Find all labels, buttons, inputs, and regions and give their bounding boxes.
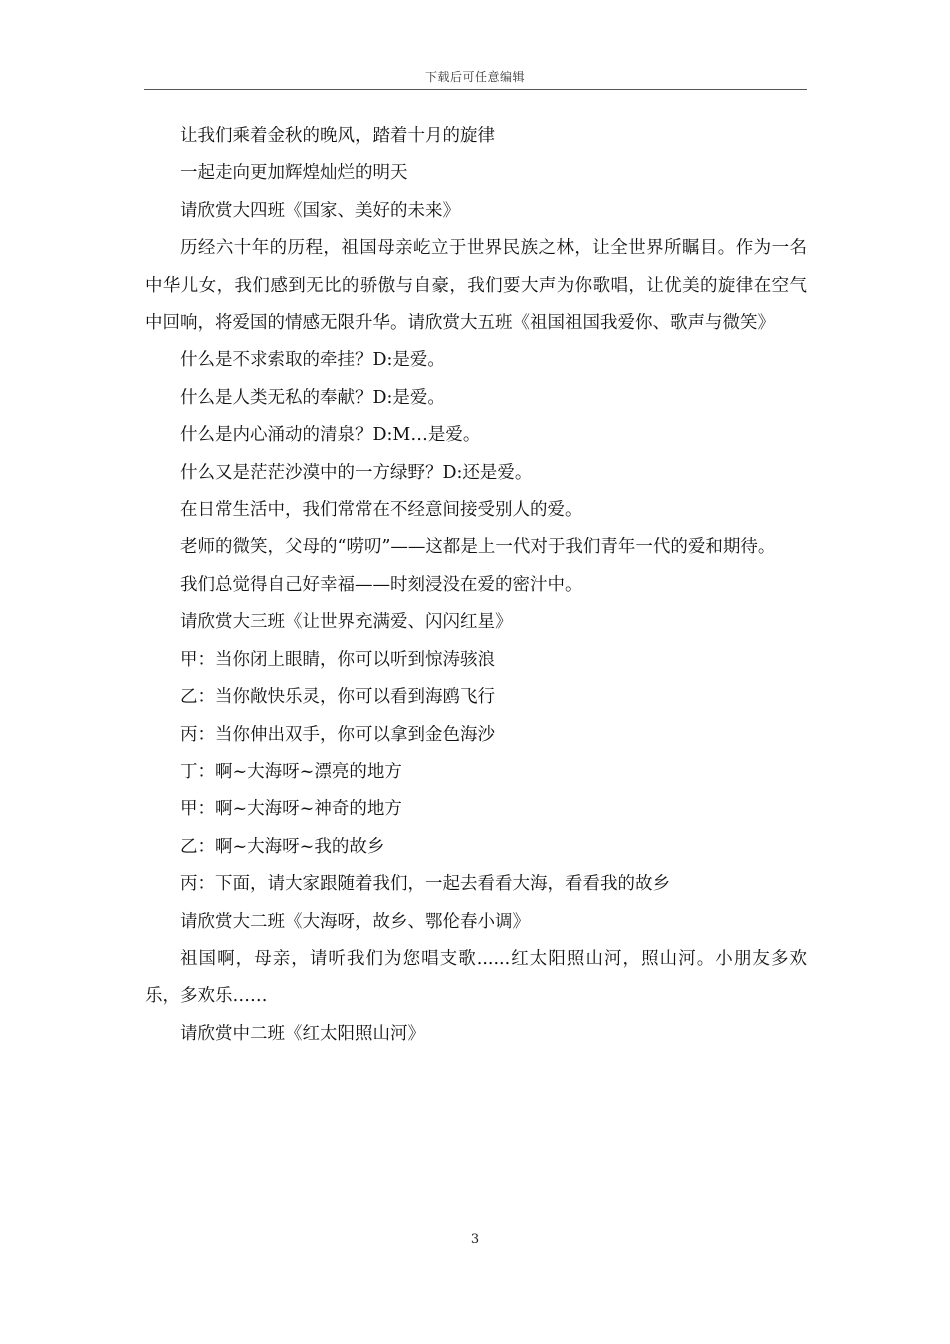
paragraph: 历经六十年的历程，祖国母亲屹立于世界民族之林，让全世界所瞩目。作为一名中华儿女，我们感到无比的骄傲与自豪，我们要大声为你歌唱，让优美的旋律在空气中回响，将爱国的情感无限升华。请欣赏大五班《祖国祖国我爱你、歌声与微笑》: [145, 238, 807, 334]
paragraph: 丙：下面，请大家跟随着我们，一起去看看大海，看看我的故乡: [180, 874, 670, 895]
page-number: 3: [470, 1232, 480, 1247]
paragraph: 老师的微笑，父母的“唠叨”——这都是上一代对于我们青年一代的爱和期待。: [180, 537, 776, 558]
paragraph: 什么是不求索取的牵挂？D:是爱。: [180, 350, 445, 371]
paragraph: 让我们乘着金秋的晚风，踏着十月的旋律: [180, 126, 495, 146]
paragraph: 丙：当你伸出双手，你可以拿到金色海沙: [180, 724, 495, 745]
paragraph: 请欣赏大三班《让世界充满爱、闪闪红星》: [180, 612, 513, 633]
paragraph: 丁：啊~大海呀~漂亮的地方: [180, 761, 402, 782]
paragraph: 乙：啊~大海呀~我的故乡: [180, 836, 385, 857]
paragraph: 请欣赏中二班《红太阳照山河》: [180, 1023, 425, 1044]
paragraph: 请欣赏大二班《大海呀，故乡、鄂伦春小调》: [180, 911, 530, 932]
page-header: 下载后可任意编辑: [424, 70, 525, 84]
paragraph: 什么是内心涌动的清泉？D:M…是爱。: [180, 425, 481, 446]
body-text: [145, 118, 807, 1053]
paragraph: 请欣赏大四班《国家、美好的未来》: [180, 200, 460, 221]
paragraph: 甲：当你闭上眼睛，你可以听到惊涛骇浪: [180, 649, 495, 670]
paragraph: 甲：啊~大海呀~神奇的地方: [180, 799, 402, 820]
header-divider: [144, 89, 807, 90]
paragraph: 在日常生活中，我们常常在不经意间接受别人的爱。: [180, 500, 583, 521]
paragraph: 我们总觉得自己好幸福——时刻浸没在爱的密汁中。: [180, 574, 583, 595]
paragraph: 一起走向更加辉煌灿烂的明天: [180, 163, 408, 184]
paragraph: 乙：当你敞快乐灵，你可以看到海鸥飞行: [180, 687, 495, 708]
paragraph: 什么又是茫茫沙漠中的一方绿野？D:还是爱。: [180, 462, 533, 483]
paragraph: 什么是人类无私的奉献？D:是爱。: [180, 387, 445, 408]
paragraph: 祖国啊，母亲，请听我们为您唱支歌......红太阳照山河，照山河。小朋友多欢乐，多欢乐……: [145, 948, 807, 1007]
